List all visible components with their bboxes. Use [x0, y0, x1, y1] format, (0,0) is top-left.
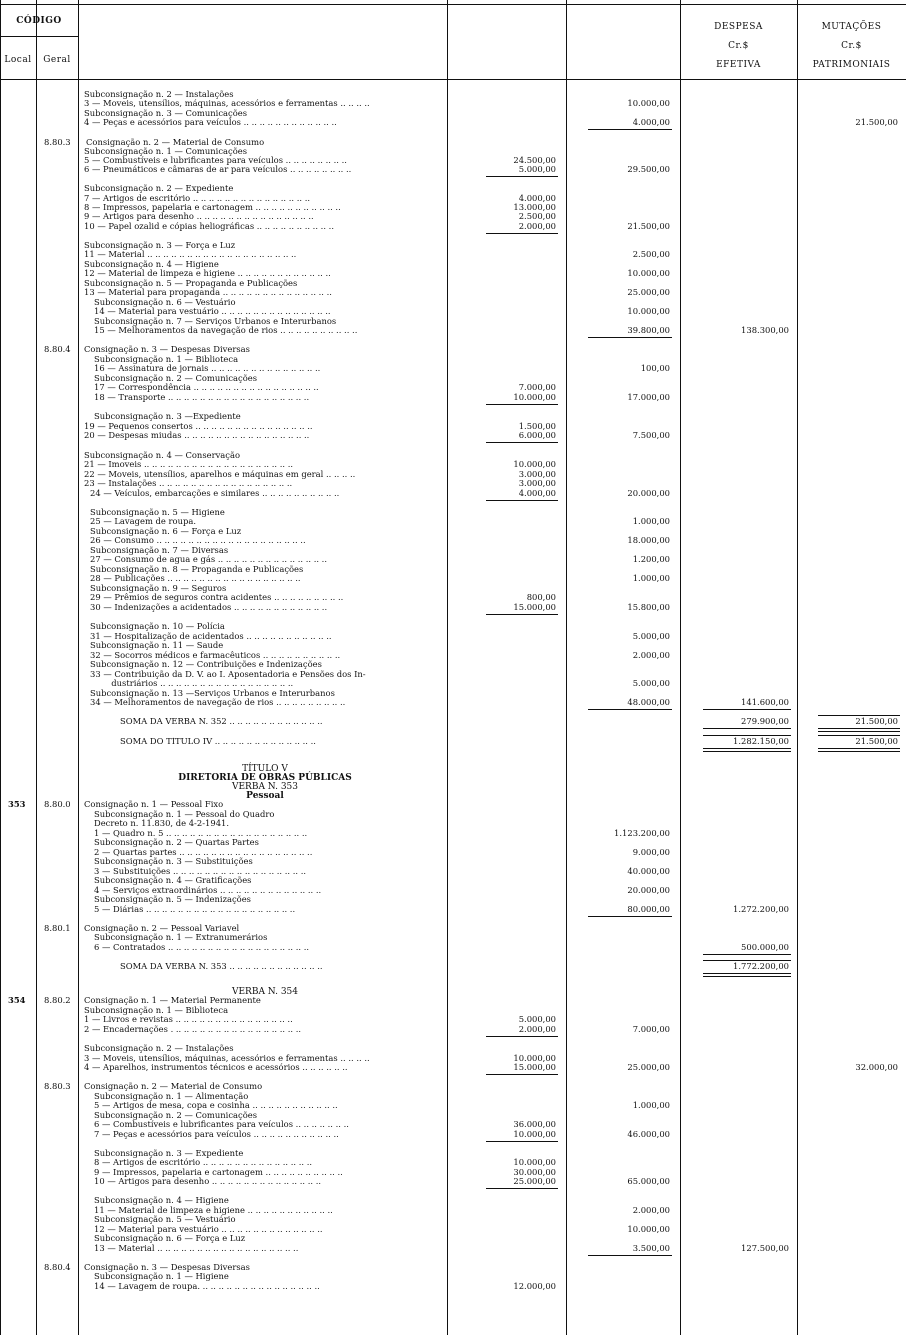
- amount-c3: 10.000,00: [627, 98, 670, 108]
- amount-c3: 10.000,00: [627, 306, 670, 316]
- col-rule-left: [0, 0, 1, 1335]
- amount-c3: 48.000,00: [627, 697, 670, 707]
- amount-c2: 2.500,00: [518, 211, 556, 221]
- row-description: 10 — Artigos para desenho .. .. .. .. .. .. .. .. .. .. .. .. .. ..: [94, 1177, 322, 1186]
- row-description: Subconsignação n. 5 — Vestuário: [94, 1215, 236, 1224]
- header-mutacoes-line3: PATRIMONIAIS: [812, 60, 891, 70]
- row-description: 3 — Moveis, utensílios, máquinas, acessórios e ferramentas .. .. .. ..: [84, 1054, 370, 1063]
- row-description: Subconsignação n. 3 — Expediente: [94, 1149, 244, 1158]
- amount-c2: 10.000,00: [513, 1129, 556, 1139]
- header-despesa: [680, 18, 797, 75]
- amount-c3: 1.000,00: [632, 1100, 670, 1110]
- row-description: 2 — Encadernações . .. .. .. .. .. .. .. .. .. .. .. .. .. .. .. ..: [84, 1025, 302, 1034]
- geral-code: 8.80.0: [44, 799, 71, 809]
- row-description: 3 — Substituições .. .. .. .. .. .. .. .. .. .. .. .. .. .. .. .. ..: [94, 867, 307, 876]
- row-description: 7 — Artigos de escritório .. .. .. .. .. .. .. .. .. .. .. .. .. .. ..: [84, 194, 311, 203]
- row-description: 28 — Publicações .. .. .. .. .. .. .. .. .. .. .. .. .. .. .. .. ..: [90, 574, 301, 583]
- amount-c3: 20.000,00: [627, 885, 670, 895]
- row-description: Subconsignação n. 2 — Instalações: [84, 90, 234, 99]
- amount-c3: 5.000,00: [632, 678, 670, 688]
- row-description: Subconsignação n. 12 — Contribuições e Indenizações: [90, 660, 322, 669]
- local-code: 353: [8, 799, 26, 809]
- row-description: Subconsignação n. 3 — Força e Luz: [84, 241, 236, 250]
- row-description: 24 — Veículos, embarcações e similares .. .. .. .. .. .. .. .. .. ..: [90, 489, 340, 498]
- total-rule-top: [818, 735, 900, 736]
- amount-c4: 1.272.200,00: [733, 904, 789, 914]
- row-description: 17 — Correspondência .. .. .. .. .. .. .. .. .. .. .. .. .. .. .. ..: [94, 383, 319, 392]
- subtotal-rule: [703, 728, 791, 729]
- amount-c3: 7.000,00: [632, 1024, 670, 1034]
- amount-c4: 500.000,00: [741, 942, 789, 952]
- row-description: Subconsignação n. 9 — Seguros: [90, 584, 227, 593]
- amount-c2: 3.000,00: [518, 478, 556, 488]
- row-description: 5 — Artigos de mesa, copa e cosinha .. .. .. .. .. .. .. .. .. .. ..: [94, 1101, 338, 1110]
- amount-c4: 1.772.200,00: [733, 961, 789, 971]
- amount-c2: 5.000,00: [518, 1014, 556, 1024]
- row-description: 4 — Peças e acessórios para veículos .. .. .. .. .. .. .. .. .. .. .. ..: [84, 118, 337, 127]
- row-description: Subconsignação n. 7 — Serviços Urbanos e Interurbanos: [94, 317, 337, 326]
- subtotal-rule: [486, 1188, 558, 1189]
- geral-code: 8.80.4: [44, 1262, 71, 1272]
- row-description: 18 — Transporte .. .. .. .. .. .. .. .. .. .. .. .. .. .. .. .. .. ..: [94, 393, 310, 402]
- amount-c2: 24.500,00: [513, 155, 556, 165]
- amount-c2: 5.000,00: [518, 164, 556, 174]
- row-description: Subconsignação n. 6 — Força e Luz: [90, 527, 242, 536]
- amount-c2: 30.000,00: [513, 1167, 556, 1177]
- row-description: Consignação n. 2 — Material de Consumo: [86, 138, 265, 147]
- amount-c3: 3.500,00: [632, 1243, 670, 1253]
- row-description: Consignação n. 3 — Despesas Diversas: [84, 345, 250, 354]
- subtotal-rule: [703, 709, 791, 710]
- row-description: 21 — Imoveis .. .. .. .. .. .. .. .. .. .. .. .. .. .. .. .. .. .. ..: [84, 460, 294, 469]
- row-description: SOMA DO TÍTULO IV .. .. .. .. .. .. .. .. .. .. .. .. ..: [120, 737, 316, 746]
- row-description: Subconsignação n. 4 — Higiene: [94, 1196, 229, 1205]
- col-rule-local: [36, 0, 37, 1335]
- row-description: 9 — Artigos para desenho .. .. .. .. .. .. .. .. .. .. .. .. .. .. ..: [84, 212, 314, 221]
- row-description: Subconsignação n. 7 — Diversas: [90, 546, 229, 555]
- amount-c3: 10.000,00: [627, 1224, 670, 1234]
- row-description: Subconsignação n. 4 — Higiene: [84, 260, 219, 269]
- row-description: 31 — Hospitalização de acidentados .. .. .. .. .. .. .. .. .. .. ..: [90, 632, 332, 641]
- row-description: Consignação n. 3 — Despesas Diversas: [84, 1263, 250, 1272]
- amount-c3: 40.000,00: [627, 866, 670, 876]
- subtotal-rule: [703, 954, 791, 955]
- amount-c2: 4.000,00: [518, 193, 556, 203]
- row-description: Decreto n. 11.830, de 4-2-1941.: [94, 819, 230, 828]
- amount-c3: 29.500,00: [627, 164, 670, 174]
- row-description: 11 — Material .. .. .. .. .. .. .. .. .. .. .. .. .. .. .. .. .. .. ..: [84, 250, 297, 259]
- amount-c2: 10.000,00: [513, 459, 556, 469]
- row-description: 23 — Instalações .. .. .. .. .. .. .. .. .. .. .. .. .. .. .. .. ..: [84, 479, 293, 488]
- subtotal-rule: [486, 404, 558, 405]
- row-description: 6 — Pneumáticos e câmaras de ar para veículos .. .. .. .. .. .. .. ..: [84, 165, 352, 174]
- amount-c3: 1.200,00: [632, 554, 670, 564]
- row-description: 9 — Impressos, papelaria e cartonagem .. .. .. .. .. .. .. .. .. ..: [94, 1168, 343, 1177]
- amount-c2: 1.500,00: [518, 421, 556, 431]
- header-geral: Geral: [43, 55, 71, 65]
- row-description: Subconsignação n. 2 — Quartas Partes: [94, 838, 259, 847]
- row-description: 27 — Consumo de agua e gás .. .. .. .. .. .. .. .. .. .. .. .. .. ..: [90, 555, 328, 564]
- row-description: 8 — Impressos, papelaria e cartonagem .. .. .. .. .. .. .. .. .. .. ..: [84, 203, 341, 212]
- geral-code: 8.80.2: [44, 995, 71, 1005]
- row-description: Subconsignação n. 10 — Polícia: [90, 622, 225, 631]
- header-local: Local: [4, 55, 32, 65]
- amount-c3: 65.000,00: [627, 1176, 670, 1186]
- row-description: 20 — Despesas miudas .. .. .. .. .. .. .. .. .. .. .. .. .. .. .. ..: [84, 431, 310, 440]
- row-description: Subconsignação n. 8 — Propaganda e Publicações: [90, 565, 304, 574]
- row-description: Subconsignação n. 4 — Conservação: [84, 451, 241, 460]
- row-description: 7 — Peças e acessórios para veículos .. .. .. .. .. .. .. .. .. .. ..: [94, 1130, 339, 1139]
- total-rule-top: [703, 735, 791, 736]
- subtotal-rule: [486, 233, 558, 234]
- row-description: Subconsignação n. 5 — Higiene: [90, 508, 225, 517]
- row-description: Subconsignação n. 6 — Vestuário: [94, 298, 236, 307]
- row-description: Subconsignação n. 2 — Instalações: [84, 1044, 234, 1053]
- header-codigo: CÓDIGO: [16, 16, 62, 26]
- header-rule-codigo: [0, 36, 78, 37]
- total-rule: [818, 748, 900, 752]
- total-rule-top: [818, 715, 900, 716]
- row-description: 5 — Combustíveis e lubrificantes para veículos .. .. .. .. .. .. .. ..: [84, 156, 347, 165]
- amount-c3: 4.000,00: [632, 117, 670, 127]
- header-mutacoes: [797, 18, 906, 75]
- row-description: 6 — Combustíveis e lubrificantes para veículos .. .. .. .. .. .. ..: [94, 1120, 349, 1129]
- header-mutacoes-line2: Cr.$: [841, 41, 862, 51]
- row-description: 12 — Material para vestuário .. .. .. .. .. .. .. .. .. .. .. .. ..: [94, 1225, 323, 1234]
- row-description: Subconsignação n. 5 — Propaganda e Publicações: [84, 279, 298, 288]
- row-description: 8 — Artigos de escritório .. .. .. .. .. .. .. .. .. .. .. .. .. ..: [94, 1158, 313, 1167]
- amount-c4: 279.900,00: [741, 716, 789, 726]
- row-description: Subconsignação n. 1 — Higiene: [94, 1272, 229, 1281]
- amount-c2: 4.000,00: [518, 488, 556, 498]
- subtotal-rule: [588, 129, 672, 130]
- header-rule-bottom: [0, 79, 906, 80]
- section-heading: VERBA N. 354: [231, 987, 299, 997]
- amount-c3: 1.123.200,00: [614, 828, 670, 838]
- amount-c3: 1.000,00: [632, 573, 670, 583]
- amount-c3: 7.500,00: [632, 430, 670, 440]
- total-rule: [818, 728, 900, 732]
- amount-c2: 10.000,00: [513, 1053, 556, 1063]
- row-description: 34 — Melhoramentos de navegação de rios .. .. .. .. .. .. .. .. ..: [90, 698, 346, 707]
- geral-code: 8.80.1: [44, 923, 71, 933]
- row-description: 13 — Material para propaganda .. .. .. .. .. .. .. .. .. .. .. .. .. ..: [84, 288, 332, 297]
- amount-c3: 46.000,00: [627, 1129, 670, 1139]
- subtotal-rule: [588, 1255, 672, 1256]
- row-description: Subconsignação n. 3 —Expediente: [94, 412, 241, 421]
- row-description: Subconsignação n. 11 — Saude: [90, 641, 224, 650]
- amount-c2: 3.000,00: [518, 469, 556, 479]
- row-description: SOMA DA VERBA N. 353 .. .. .. .. .. .. .. .. .. .. .. ..: [120, 962, 323, 971]
- amount-c3: 17.000,00: [627, 392, 670, 402]
- total-rule: [703, 748, 791, 752]
- header-despesa-line1: DESPESA: [714, 22, 763, 32]
- row-description: 1 — Quadro n. 5 .. .. .. .. .. .. .. .. .. .. .. .. .. .. .. .. .. ..: [94, 829, 308, 838]
- row-description: Subconsignação n. 3 — Comunicações: [84, 109, 248, 118]
- section-heading: Pessoal: [246, 791, 284, 801]
- amount-c3: 5.000,00: [632, 631, 670, 641]
- row-description: Subconsignação n. 5 — Indenizações: [94, 895, 251, 904]
- geral-code: 8.80.3: [44, 1081, 71, 1091]
- amount-c2: 25.000,00: [513, 1176, 556, 1186]
- col-rule-geral: [78, 0, 79, 1335]
- row-description: 30 — Indenizações a acidentados .. .. .. .. .. .. .. .. .. .. .. ..: [90, 603, 328, 612]
- row-description: dustriários .. .. .. .. .. .. .. .. .. .. .. .. .. .. .. .. ..: [90, 679, 294, 688]
- subtotal-rule: [486, 500, 558, 501]
- row-description: Subconsignação n. 1 — Alimentação: [94, 1092, 249, 1101]
- amount-c3: 2.500,00: [632, 249, 670, 259]
- amount-c3: 15.800,00: [627, 602, 670, 612]
- row-description: Subconsignação n. 3 — Substituições: [94, 857, 253, 866]
- section-heading: DIRETORIA DE OBRAS PÚBLICAS: [178, 773, 352, 783]
- amount-c5: 21.500,00: [855, 736, 898, 746]
- amount-c3: 9.000,00: [632, 847, 670, 857]
- amount-c3: 2.000,00: [632, 650, 670, 660]
- amount-c2: 10.000,00: [513, 1157, 556, 1167]
- row-description: 12 — Material de limpeza e higiene .. .. .. .. .. .. .. .. .. .. .. ..: [84, 269, 331, 278]
- amount-c3: 18.000,00: [627, 535, 670, 545]
- amount-c4: 138.300,00: [741, 325, 789, 335]
- header-despesa-line3: EFETIVA: [716, 60, 761, 70]
- row-description: 26 — Consumo .. .. .. .. .. .. .. .. .. .. .. .. .. .. .. .. .. .. ..: [90, 536, 306, 545]
- amount-c4: 1.282.150,00: [733, 736, 789, 746]
- col-rule-c3: [680, 0, 681, 1335]
- amount-c4: 141.600,00: [741, 697, 789, 707]
- row-description: 3 — Moveis, utensílios, máquinas, acessórios e ferramentas .. .. .. ..: [84, 99, 370, 108]
- row-description: 32 — Socorros médicos e farmacêuticos .. .. .. .. .. .. .. .. .. ..: [90, 651, 341, 660]
- row-description: Subconsignação n. 1 — Biblioteca: [84, 1006, 229, 1015]
- row-description: 10 — Papel ozalid e cópias heliográficas .. .. .. .. .. .. .. .. .. ..: [84, 222, 334, 231]
- row-description: Consignação n. 2 — Material de Consumo: [84, 1082, 263, 1091]
- amount-c2: 15.000,00: [513, 602, 556, 612]
- amount-c2: 800,00: [526, 592, 556, 602]
- geral-code: 8.80.3: [44, 137, 71, 147]
- amount-c5: 21.500,00: [855, 716, 898, 726]
- amount-c5: 32.000,00: [855, 1062, 898, 1072]
- row-description: 11 — Material de limpeza e higiene .. .. .. .. .. .. .. .. .. .. ..: [94, 1206, 333, 1215]
- row-description: 29 — Prêmios de seguros contra acidentes .. .. .. .. .. .. .. .. ..: [90, 593, 344, 602]
- row-description: 13 — Material .. .. .. .. .. .. .. .. .. .. .. .. .. .. .. .. .. ..: [94, 1244, 299, 1253]
- amount-c3: 1.000,00: [632, 516, 670, 526]
- amount-c4: 127.500,00: [741, 1243, 789, 1253]
- row-description: 4 — Aparelhos, instrumentos técnicos e acessórios .. .. .. .. .. ..: [84, 1063, 348, 1072]
- subtotal-rule: [486, 1036, 558, 1037]
- amount-c3: 25.000,00: [627, 287, 670, 297]
- amount-c3: 25.000,00: [627, 1062, 670, 1072]
- row-description: Subconsignação n. 2 — Comunicações: [94, 1111, 258, 1120]
- row-description: Subconsignação n. 6 — Força e Luz: [94, 1234, 246, 1243]
- row-description: 2 — Quartas partes .. .. .. .. .. .. .. .. .. .. .. .. .. .. .. .. ..: [94, 848, 313, 857]
- amount-c2: 10.000,00: [513, 392, 556, 402]
- header-despesa-line2: Cr.$: [728, 41, 749, 51]
- amount-c3: 21.500,00: [627, 221, 670, 231]
- amount-c3: 39.800,00: [627, 325, 670, 335]
- amount-c2: 2.000,00: [518, 1024, 556, 1034]
- total-rule-top: [703, 960, 791, 961]
- amount-c3: 10.000,00: [627, 268, 670, 278]
- row-description: 19 — Pequenos consertos .. .. .. .. .. .. .. .. .. .. .. .. .. .. ..: [84, 422, 313, 431]
- amount-c3: 20.000,00: [627, 488, 670, 498]
- row-description: 25 — Lavagem de roupa.: [90, 517, 196, 526]
- row-description: Subconsignação n. 1 — Comunicações: [84, 147, 248, 156]
- subtotal-rule: [588, 709, 672, 710]
- row-description: Subconsignação n. 2 — Expediente: [84, 184, 234, 193]
- amount-c2: 36.000,00: [513, 1119, 556, 1129]
- total-rule: [703, 973, 791, 977]
- subtotal-rule: [486, 614, 558, 615]
- row-description: Subconsignação n. 4 — Gratificações: [94, 876, 252, 885]
- amount-c3: 100,00: [640, 363, 670, 373]
- col-rule-c4: [797, 0, 798, 1335]
- amount-c2: 15.000,00: [513, 1062, 556, 1072]
- header-mutacoes-line1: MUTAÇÕES: [821, 22, 882, 32]
- amount-c2: 6.000,00: [518, 430, 556, 440]
- subtotal-rule: [588, 337, 672, 338]
- row-description: 15 — Melhoramentos da navegação de rios .. .. .. .. .. .. .. .. .. ..: [94, 326, 358, 335]
- local-code: 354: [8, 995, 26, 1005]
- subtotal-rule: [486, 176, 558, 177]
- row-description: 5 — Diárias .. .. .. .. .. .. .. .. .. .. .. .. .. .. .. .. .. .. ..: [94, 905, 296, 914]
- row-description: Consignação n. 2 — Pessoal Variavel: [84, 924, 240, 933]
- row-description: 33 — Contribuição da D. V. ao I. Aposentadoria e Pensões dos In-: [90, 670, 366, 679]
- subtotal-rule: [588, 916, 672, 917]
- row-description: Subconsignação n. 1 — Pessoal do Quadro: [94, 810, 275, 819]
- row-description: 22 — Moveis, utensílios, aparelhos e máquinas em geral .. .. .. ..: [84, 470, 356, 479]
- row-description: Subconsignação n. 13 —Serviços Urbanos e Interurbanos: [90, 689, 335, 698]
- amount-c5: 21.500,00: [855, 117, 898, 127]
- section-heading: VERBA N. 353: [231, 782, 299, 792]
- subtotal-rule: [486, 1141, 558, 1142]
- row-description: Consignação n. 1 — Material Permanente: [84, 996, 261, 1005]
- amount-c2: 7.000,00: [518, 382, 556, 392]
- amount-c3: 2.000,00: [632, 1205, 670, 1215]
- row-description: Subconsignação n. 1 — Biblioteca: [94, 355, 239, 364]
- row-description: 6 — Contratados .. .. .. .. .. .. .. .. .. .. .. .. .. .. .. .. .. ..: [94, 943, 310, 952]
- row-description: Subconsignação n. 1 — Extranumerários: [94, 933, 268, 942]
- geral-code: 8.80.4: [44, 344, 71, 354]
- section-heading: TÍTULO V: [242, 764, 288, 774]
- row-description: 14 — Material para vestuário .. .. .. .. .. .. .. .. .. .. .. .. .. ..: [94, 307, 331, 316]
- row-description: 16 — Assinatura de jornais .. .. .. .. .. .. .. .. .. .. .. .. .. ..: [94, 364, 321, 373]
- row-description: 4 — Serviços extraordinários .. .. .. .. .. .. .. .. .. .. .. .. ..: [94, 886, 322, 895]
- row-description: Subconsignação n. 2 — Comunicações: [94, 374, 258, 383]
- top-rule: [0, 4, 906, 5]
- subtotal-rule: [486, 442, 558, 443]
- subtotal-rule: [486, 1074, 558, 1075]
- amount-c3: 80.000,00: [627, 904, 670, 914]
- amount-c2: 12.000,00: [513, 1281, 556, 1291]
- amount-c2: 13.000,00: [513, 202, 556, 212]
- amount-c2: 2.000,00: [518, 221, 556, 231]
- row-description: SOMA DA VERBA N. 352 .. .. .. .. .. .. .. .. .. .. .. ..: [120, 717, 323, 726]
- row-description: 1 — Livros e revistas .. .. .. .. .. .. .. .. .. .. .. .. .. .. ..: [84, 1015, 293, 1024]
- row-description: Consignação n. 1 — Pessoal Fixo: [84, 800, 224, 809]
- row-description: 14 — Lavagem de roupa. .. .. .. .. .. .. .. .. .. .. .. .. .. .. ..: [94, 1282, 320, 1291]
